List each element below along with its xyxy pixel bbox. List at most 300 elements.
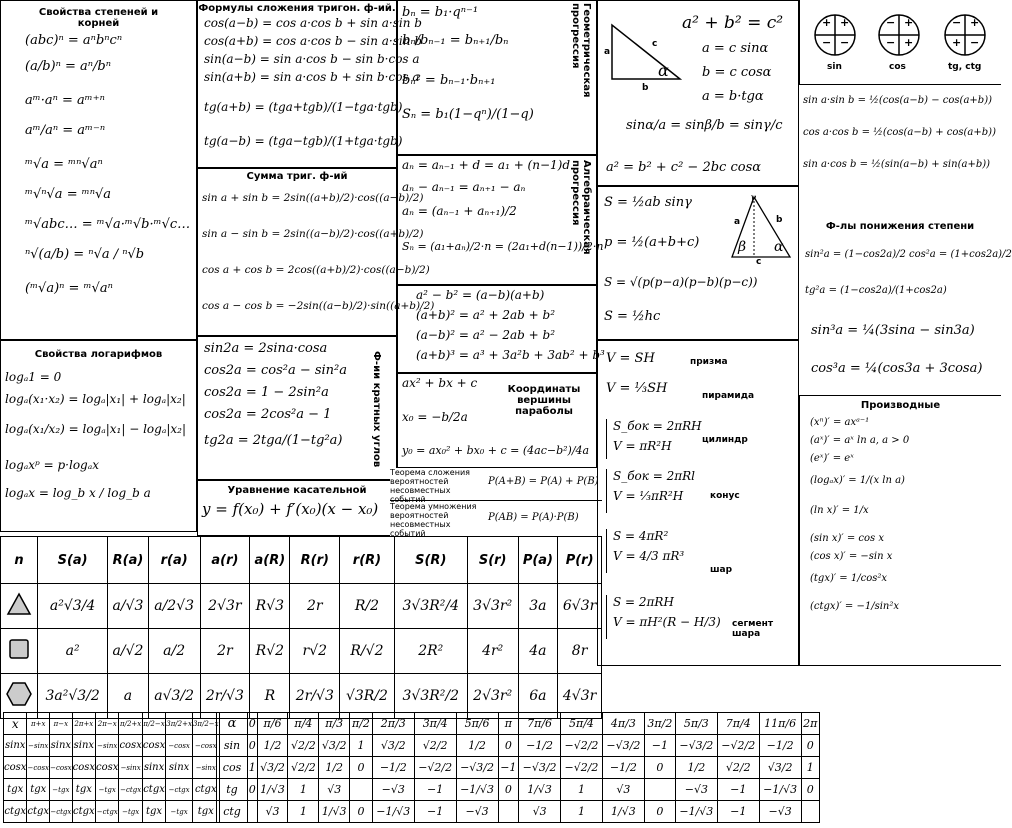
table-header: S(a) (38, 537, 108, 584)
solid-formula: V = ⅓SH (606, 381, 668, 396)
double-angle-item: tg2a = 2tga/(1−tg²a) (204, 433, 343, 448)
reduce-item: cos³a = ¼(cos3a + 3cosa) (811, 361, 983, 376)
double-angle-item: cos2a = 2cos²a − 1 (204, 407, 332, 422)
sign-cell: + (840, 16, 850, 29)
arithmetic-item: aₙ = (aₙ₋₁ + aₙ₊₁)/2 (402, 204, 517, 218)
table-cell: cosx (4, 757, 27, 779)
solid-item (606, 381, 667, 396)
area-item: S = ½hc (604, 309, 661, 324)
table-header: 2π+x (72, 713, 95, 735)
table-cell (801, 801, 819, 823)
table-row (4, 779, 220, 801)
table-cell: −1/√3 (759, 779, 801, 801)
table-cell: ctgx (4, 801, 27, 823)
table-cell: √2/2 (288, 757, 319, 779)
sign-cell: − (970, 36, 980, 49)
table-cell: −tgx (50, 779, 73, 801)
area-label-b: b (776, 215, 783, 225)
reduce-item: sin²a = (1−cos2a)/2 (805, 249, 906, 260)
double-angle-item: sin2a = 2sina·cosa (204, 341, 328, 356)
table-cell: a (108, 674, 149, 719)
table-cell: sinx (72, 735, 95, 757)
table-header: a(R) (250, 537, 290, 584)
solid-formula: S_бок = 2πRl (613, 469, 696, 483)
arithmetic-item: Sₙ = (a₁+aₙ)/2·n = (2a₁+d(n−1))/2·n (402, 240, 604, 253)
table-cell: 1 (561, 801, 603, 823)
solid-item (606, 351, 655, 366)
table-header: 3π/2 (644, 713, 675, 735)
sines-item: sinα/a = sinβ/b = sinγ/c (626, 118, 783, 133)
solid-formula: V = SH (606, 351, 655, 366)
table-cell: −√2/2 (561, 757, 603, 779)
table-cell (644, 779, 675, 801)
trig-sum-list (198, 192, 435, 330)
area-item: S = √(p(p−a)(p−b)(p−c)) (604, 275, 758, 289)
table-cell: 3√3R²/2 (394, 674, 467, 719)
table-header: 4π/3 (602, 713, 644, 735)
table-cell: 3a²√3/2 (38, 674, 108, 719)
table-cell: R√2 (250, 629, 290, 674)
derivative-item: (ctgx)′ = −1/sin²x (810, 601, 899, 612)
table-cell: r√2 (290, 629, 340, 674)
logs-panel (0, 340, 197, 532)
geometric-panel (397, 0, 597, 155)
table-header: P(r) (558, 537, 602, 584)
table-cell: √2/2 (288, 735, 319, 757)
table-header: 3π/2−x (192, 713, 219, 735)
sign-cell: − (822, 36, 832, 49)
solid-item (606, 469, 695, 513)
reduce-item: sin³a = ¼(3sina − sin3a) (811, 323, 975, 338)
table-cell: cosx (119, 735, 142, 757)
table-header: r(a) (148, 537, 200, 584)
area-item: S = ½ab sinγ (604, 195, 692, 210)
table-cell: −√2/2 (717, 735, 759, 757)
table-header: α (217, 713, 248, 735)
products-panel (799, 85, 1001, 195)
table-cell: −√3/2 (456, 757, 498, 779)
solid-formula: V = πR²H (613, 439, 672, 453)
table-cell: 1/2 (456, 735, 498, 757)
solid-formula: V = 4/3 πR³ (613, 549, 685, 563)
parabola-item: x₀ = −b/2a (402, 410, 468, 424)
table-header: 3π/2+x (166, 713, 193, 735)
table-row (217, 801, 820, 823)
solid-formula: V = ⅓πR²H (613, 489, 684, 503)
table-cell: −1/√3 (456, 779, 498, 801)
table-cell: 1/√3 (602, 801, 644, 823)
table-header: 0 (248, 713, 258, 735)
solid-item (606, 595, 721, 639)
derivative-item: (logₐx)′ = 1/(x ln a) (810, 475, 905, 486)
table-cell: 1 (350, 735, 373, 757)
table-cell: √3 (319, 779, 350, 801)
powers-panel (0, 0, 197, 340)
logs-title: Свойства логарифмов (34, 349, 163, 360)
arithmetic-title: Алгебраическая прогрессия (570, 160, 592, 255)
table-header: π/6 (257, 713, 288, 735)
table-cell: 1/√3 (257, 779, 288, 801)
derivatives-list (800, 417, 1001, 629)
oblique-triangle-figure (726, 189, 796, 267)
double-angle-item: cos2a = 1 − 2sin²a (204, 385, 329, 400)
table-row (4, 757, 220, 779)
right-triangle-item: a = b·tgα (702, 89, 764, 104)
table-header: S(R) (394, 537, 467, 584)
area-panel (597, 186, 799, 340)
derivative-item: (ln x)′ = 1/x (810, 505, 869, 516)
table-cell: R√3 (250, 584, 290, 629)
table-cell: 2√3r (200, 584, 250, 629)
arithmetic-item: aₙ − aₙ₋₁ = aₙ₊₁ − aₙ (402, 180, 526, 194)
table-header: a(r) (200, 537, 250, 584)
table-cell: −cosx (192, 735, 219, 757)
table-cell: −ctgx (96, 801, 119, 823)
table-row (1, 629, 602, 674)
table-cell: √3/2 (257, 757, 288, 779)
solid-formula: S = 2πRH (613, 595, 674, 609)
table-cell (498, 801, 519, 823)
powers-item: ᵐ√ⁿ√a = ᵐⁿ√a (25, 187, 111, 202)
signs-label: sin (827, 62, 842, 72)
logs-item: logₐ1 = 0 (5, 370, 62, 384)
geometric-item: Sₙ = b₁(1−qⁿ)/(1−q) (402, 107, 534, 122)
probability-panel (390, 468, 602, 536)
table-cell: a/2 (148, 629, 200, 674)
double-angle-list (198, 337, 396, 459)
derivative-item: (xⁿ)′ = axᵃ⁻¹ (810, 417, 870, 428)
table-cell: −1 (498, 757, 519, 779)
table-cell: a² (38, 629, 108, 674)
table-header: R(r) (290, 537, 340, 584)
double-angle-panel (197, 336, 397, 480)
table-cell: −1/√3 (372, 801, 414, 823)
table-header: x (4, 713, 27, 735)
solid-formula: S = 4πR² (613, 529, 669, 543)
table-header-row (217, 713, 820, 735)
algebra-list (398, 286, 605, 368)
table-cell: cosx (72, 757, 95, 779)
table-cell: −√3 (456, 801, 498, 823)
solid-name: конус (710, 491, 740, 501)
tangent-panel (197, 480, 397, 536)
table-cell: cosx (96, 757, 119, 779)
table-cell (248, 801, 258, 823)
table-cell: tgx (4, 779, 27, 801)
table-cell: R/√2 (340, 629, 395, 674)
table-header: n (1, 537, 38, 584)
table-cell (350, 779, 373, 801)
parabola-title: Координаты вершины параболы (507, 384, 581, 417)
trig-add-item: cos(a+b) = cos a·cos b − sin a·sin b (204, 34, 422, 48)
powers-item: ⁿ√(a/b) = ⁿ√a / ⁿ√b (25, 247, 145, 262)
table-row (217, 735, 820, 757)
sign-cell: + (904, 36, 914, 49)
derivative-item: (aˣ)′ = aˣ ln a, a > 0 (810, 435, 910, 446)
solid-formula: V = πH²(R − H/3) (613, 615, 721, 629)
reduction-table (3, 712, 220, 823)
table-cell: −√3 (675, 779, 717, 801)
derivative-item: (tgx)′ = 1/cos²x (810, 573, 888, 584)
sign-cell: + (952, 36, 962, 49)
arithmetic-item: aₙ = aₙ₋₁ + d = a₁ + (n−1)d (402, 158, 571, 172)
table-cell: −√3/2 (675, 735, 717, 757)
powers-item: (abc)ⁿ = aⁿbⁿcⁿ (25, 33, 123, 48)
table-cell: 6a (518, 674, 558, 719)
table-cell: 0 (498, 735, 519, 757)
table-cell: 1/2 (675, 757, 717, 779)
area-label-alpha: α (774, 239, 784, 255)
table-cell: 0 (350, 801, 373, 823)
parabola-item: y₀ = ax₀² + bx₀ + c = (4ac−b²)/4a (402, 444, 590, 457)
table-cell: sinx (4, 735, 27, 757)
table-cell: a²√3/4 (38, 584, 108, 629)
solids-panel (597, 340, 799, 666)
table-header: π/2 (350, 713, 373, 735)
table-cell: 1/√3 (519, 779, 561, 801)
table-cell: 8r (558, 629, 602, 674)
table-header-row (4, 713, 220, 735)
table-cell: 4r² (467, 629, 518, 674)
sign-cell: − (952, 16, 962, 29)
table-cell: 2r/√3 (290, 674, 340, 719)
table-cell: −ctgx (166, 779, 193, 801)
sines-item: a² = b² + c² − 2bc cosα (606, 160, 762, 175)
probability-mul-label: Теорема умножения вероятностей несовместных событий (390, 502, 477, 538)
table-cell: 2R² (394, 629, 467, 674)
powers-item: aᵐ·aⁿ = aᵐ⁺ⁿ (25, 93, 105, 108)
right-triangle-panel (597, 0, 799, 112)
table-cell: 4a (518, 629, 558, 674)
solid-item (606, 419, 702, 459)
table-cell: 4√3r (558, 674, 602, 719)
table-cell: −1/2 (519, 735, 561, 757)
right-triangle-item: a = c sinα (702, 41, 769, 56)
triangle-shape-icon (1, 584, 38, 629)
table-cell: 0 (350, 757, 373, 779)
product-item: sin a·cos b = ½(sin(a−b) + sin(a+b)) (803, 159, 991, 170)
powers-title: Свойства степеней и корней (38, 7, 159, 29)
powers-item: ᵐ√abc… = ᵐ√a·ᵐ√b·ᵐ√c… (25, 217, 191, 232)
table-cell: −1 (414, 801, 456, 823)
table-cell: −1/2 (602, 757, 644, 779)
table-cell: a√3/2 (148, 674, 200, 719)
table-header: R(a) (108, 537, 149, 584)
polygons-table (0, 536, 602, 719)
table-cell: 2r (200, 629, 250, 674)
reduce-item: cos²a = (1+cos2a)/2 (909, 249, 1012, 260)
table-cell: sinx (142, 757, 165, 779)
right-triangle-item: b = c cosα (702, 65, 772, 80)
table-cell: ctgx (192, 779, 219, 801)
probability-divider (390, 500, 602, 501)
probability-add-formula: P(A+B) = P(A) + P(B) (488, 476, 599, 487)
table-header: 3π/4 (414, 713, 456, 735)
algebra-item: (a+b)³ = a³ + 3a²b + 3ab² + b³ (416, 348, 605, 362)
table-cell: ctgx (72, 801, 95, 823)
table-cell: a/2√3 (148, 584, 200, 629)
table-cell: 2√3r² (467, 674, 518, 719)
table-cell: −1 (717, 801, 759, 823)
geometric-title: Геометрическая прогрессия (570, 3, 592, 98)
table-cell: −1 (644, 735, 675, 757)
logs-item: logₐxᵖ = p·logₐx (5, 458, 100, 472)
table-header: π/2−x (142, 713, 165, 735)
derivative-item: (sin x)′ = cos x (810, 533, 884, 544)
table-row (4, 801, 220, 823)
table-cell: −tgx (96, 779, 119, 801)
table-cell: 2r (290, 584, 340, 629)
algebra-panel (397, 285, 605, 373)
table-cell: tgx (192, 801, 219, 823)
table-cell: −tgx (166, 801, 193, 823)
double-angle-item: cos2a = cos²a − sin²a (204, 363, 348, 378)
double-angle-title: Ф-ии кратных углов (371, 351, 382, 468)
table-cell: R (250, 674, 290, 719)
table-cell: −cosx (50, 757, 73, 779)
product-item: cos a·cos b = ½(cos(a−b) + cos(a+b)) (803, 127, 996, 138)
table-cell: 3√3r² (467, 584, 518, 629)
solid-name: призма (690, 357, 728, 367)
logs-item: logₐx = log_b x / log_b a (5, 486, 151, 500)
table-cell: ctg (217, 801, 248, 823)
table-cell: 1/2 (319, 757, 350, 779)
algebra-item: (a+b)² = a² + 2ab + b² (416, 308, 556, 322)
table-cell: tgx (27, 779, 50, 801)
solid-name: шар (710, 565, 733, 575)
table-header: 5π/3 (675, 713, 717, 735)
signs-panel (799, 0, 1001, 85)
table-cell: a/√2 (108, 629, 149, 674)
table-cell: −sinx (119, 757, 142, 779)
table-cell: 6√3r (558, 584, 602, 629)
table-header-row (1, 537, 602, 584)
solid-name: цилиндр (702, 435, 748, 445)
probability-mul-formula: P(AB) = P(A)·P(B) (488, 512, 579, 523)
table-header: π−x (50, 713, 73, 735)
area-item: p = ½(a+b+c) (604, 235, 700, 250)
table-cell: 1/2 (257, 735, 288, 757)
logs-item: logₐ(x₁·x₂) = logₐ|x₁| + logₐ|x₂| (5, 392, 186, 406)
table-header: π/3 (319, 713, 350, 735)
signs-sin-icon (812, 12, 858, 58)
table-row (4, 735, 220, 757)
table-cell: −cosx (27, 757, 50, 779)
table-cell: ctgx (27, 801, 50, 823)
powers-item: ᵐ√a = ᵐⁿ√aⁿ (25, 157, 103, 172)
values-table (216, 712, 820, 823)
table-cell: √3 (257, 801, 288, 823)
table-cell: 2r/√3 (200, 674, 250, 719)
signs-label: tg, ctg (948, 62, 982, 72)
table-cell: 1 (561, 779, 603, 801)
logs-item: logₐ(x₁/x₂) = logₐ|x₁| − logₐ|x₂| (5, 422, 187, 436)
algebra-item: (a−b)² = a² − 2ab + b² (416, 328, 556, 342)
table-cell: −√3/2 (602, 735, 644, 757)
table-cell: −1/√3 (675, 801, 717, 823)
geometric-item: bₙ² = bₙ₋₁·bₙ₊₁ (402, 73, 496, 88)
table-cell: −sinx (27, 735, 50, 757)
table-cell: 0 (801, 779, 819, 801)
table-cell: ctgx (142, 779, 165, 801)
tangent-formula: y = f(x₀) + f′(x₀)(x − x₀) (202, 500, 379, 518)
table-cell: −1/2 (372, 757, 414, 779)
powers-item: aᵐ/aⁿ = aᵐ⁻ⁿ (25, 123, 106, 138)
table-cell: sinx (166, 757, 193, 779)
table-cell: 1 (248, 757, 258, 779)
powers-item: (a/b)ⁿ = aⁿ/bⁿ (25, 59, 112, 74)
table-cell: −ctgx (50, 801, 73, 823)
algebra-item: a² − b² = (a−b)(a+b) (416, 288, 545, 302)
trig-add-item: cos(a−b) = cos a·cos b + sin a·sin b (204, 16, 422, 30)
sign-cell: + (904, 16, 914, 29)
trig-add-item: tg(a+b) = (tga+tgb)/(1−tga·tgb) (204, 100, 403, 114)
table-cell: −√2/2 (561, 735, 603, 757)
table-header: 2π−x (96, 713, 119, 735)
signs-tg-icon (942, 12, 988, 58)
powers-list (1, 33, 196, 307)
table-header: r(R) (340, 537, 395, 584)
derivatives-title: Производные (860, 400, 941, 411)
square-shape-icon (1, 629, 38, 674)
table-cell: 1 (801, 757, 819, 779)
parabola-panel (397, 373, 597, 468)
triangle-label-alpha: α (658, 61, 669, 80)
reduce-item: tg²a = (1−cos2a)/(1+cos2a) (805, 285, 947, 296)
solid-formula: S_бок = 2πRH (613, 419, 702, 433)
triangle-label-a: a (604, 47, 611, 57)
arithmetic-list (398, 156, 604, 276)
table-cell: −√3 (759, 801, 801, 823)
signs-cos-icon (876, 12, 922, 58)
trig-sum-item: sin a − sin b = 2sin((a−b)/2)·cos((a+b)/2) (202, 228, 424, 240)
table-cell: sin (217, 735, 248, 757)
trig-sum-panel (197, 168, 435, 336)
table-cell: tg (217, 779, 248, 801)
table-cell: −1 (717, 779, 759, 801)
table-header: π+x (27, 713, 50, 735)
table-cell: √3 (602, 779, 644, 801)
table-header: 2π (801, 713, 819, 735)
derivative-item: (cos x)′ = −sin x (810, 551, 893, 562)
table-cell: −cosx (166, 735, 193, 757)
solid-item (606, 529, 684, 573)
table-header: S(r) (467, 537, 518, 584)
table-header: π/4 (288, 713, 319, 735)
sign-cell: − (886, 36, 896, 49)
table-cell: √2/2 (414, 735, 456, 757)
derivatives-panel (799, 395, 1001, 666)
table-header: 7π/4 (717, 713, 759, 735)
table-cell: 3a (518, 584, 558, 629)
trig-sum-item: sin a + sin b = 2sin((a+b)/2)·cos((a−b)/2) (202, 192, 424, 204)
table-cell: cos (217, 757, 248, 779)
trig-add-list (198, 16, 422, 154)
geometric-list (398, 1, 596, 137)
table-cell: 0 (248, 779, 258, 801)
trig-sum-title: Сумма триг. ф-ий (246, 171, 348, 182)
table-header: P(a) (518, 537, 558, 584)
table-cell: 0 (248, 735, 258, 757)
triangle-label-b: b (642, 83, 649, 93)
area-label-gamma: γ (750, 193, 756, 204)
derivative-item: (eˣ)′ = eˣ (810, 453, 854, 464)
table-cell: 1 (288, 801, 319, 823)
table-cell: −ctgx (119, 779, 142, 801)
trig-add-item: tg(a−b) = (tga−tgb)/(1+tga·tgb) (204, 134, 403, 148)
table-header: π (498, 713, 519, 735)
logs-list (1, 370, 196, 510)
